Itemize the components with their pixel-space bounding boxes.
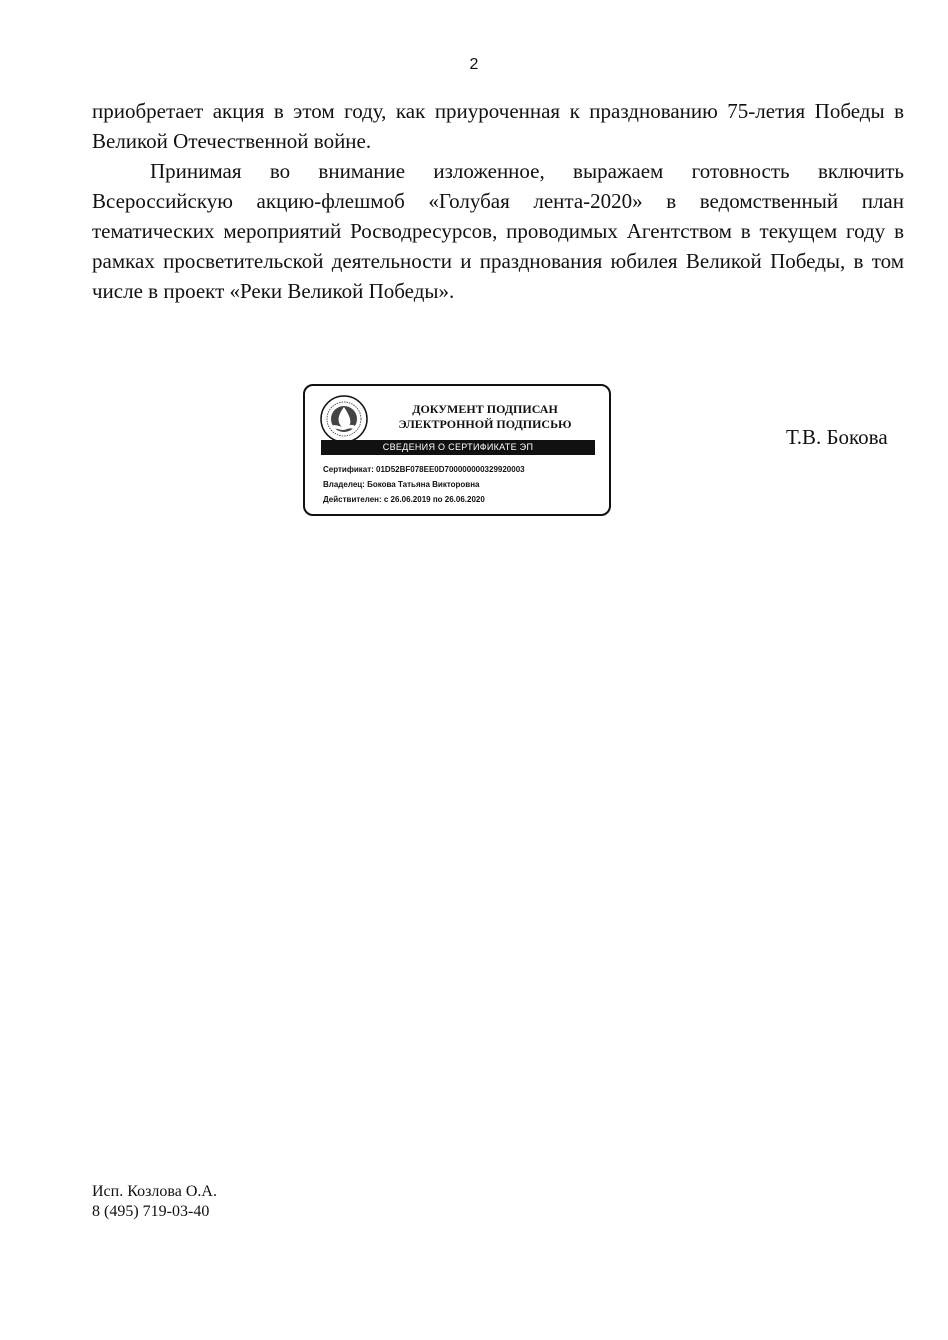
page-number: 2 (469, 56, 479, 73)
body-paragraph-1: приобретает акция в этом году, как приуроченная к празднованию 75-летия Победы в Великой Отечественной войне. (92, 99, 904, 153)
stamp-title (369, 402, 601, 432)
stamp-title-line-1: ДОКУМЕНТ ПОДПИСАН (412, 402, 558, 416)
certificate-number: Сертификат: 01D52BF078EE0D700000000329920003 (323, 465, 525, 474)
stamp-title-line-2: ЭЛЕКТРОННОЙ ПОДПИСЬЮ (398, 417, 572, 431)
body-paragraph-2: Принимая во внимание изложенное, выражаем готовность включить Всероссийскую акцию-флешмоб «Голубая лента-2020» в ведомственный план тематических мероприятий Росводресурсов, проводимых Агентством в текущем году в рамках просветительской деятельности и празднования юбилея Великой Победы, в том числе в проект «Реки Великой Победы». (92, 159, 904, 303)
electronic-signature-stamp (303, 384, 611, 516)
signer-name: Т.В. Бокова (786, 425, 888, 449)
certificate-info-bar: СВЕДЕНИЯ О СЕРТИФИКАТЕ ЭП (321, 440, 595, 455)
footer-executor-info (92, 1182, 217, 1222)
letter-body (92, 96, 904, 306)
executor-name: Исп. Козлова О.А. (92, 1183, 217, 1200)
certificate-details (323, 462, 525, 507)
certificate-validity: Действителен: с 26.06.2019 по 26.06.2020 (323, 495, 485, 504)
agency-emblem-icon (319, 394, 369, 444)
executor-phone: 8 (495) 719-03-40 (92, 1203, 210, 1220)
certificate-owner: Владелец: Бокова Татьяна Викторовна (323, 480, 480, 489)
